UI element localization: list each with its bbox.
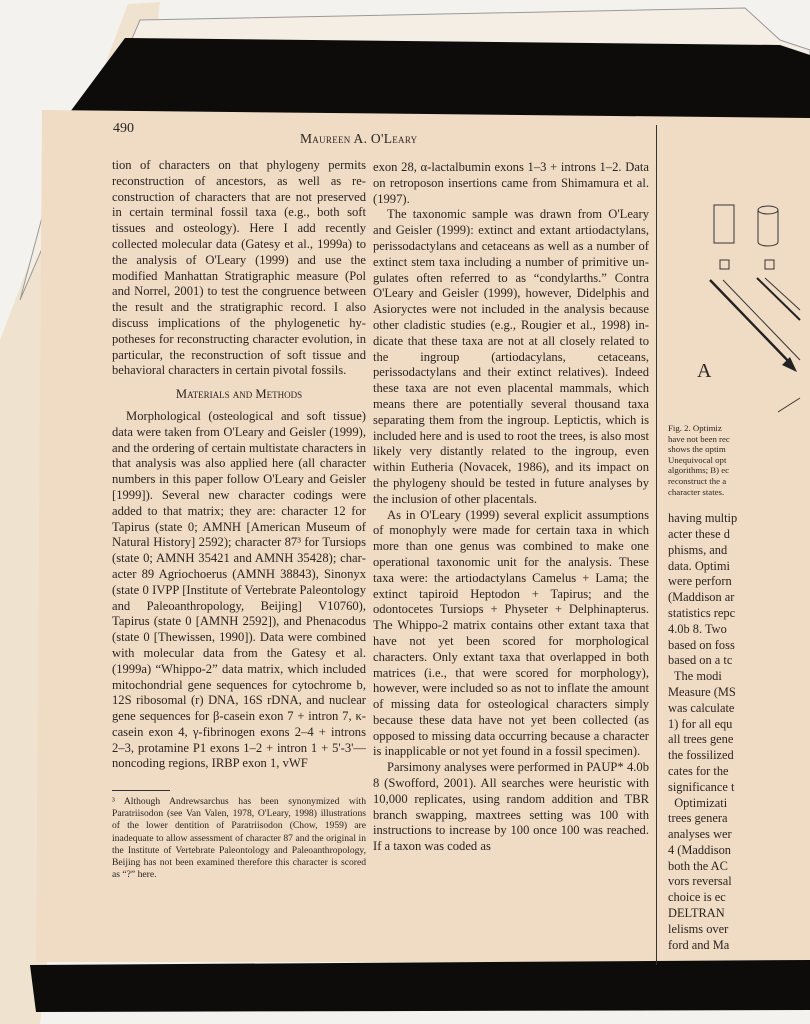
body-line: phisms, and bbox=[668, 542, 728, 557]
caption-line: reconstruct the a bbox=[668, 475, 727, 486]
body-line: vors reversal bbox=[668, 874, 732, 889]
paragraph: The taxonomic sample was drawn from O'Leary and Geisler (1999): extinct and extant artiodactylans, perissodactylans and cetaceans as well as a number of extinct stem taxa including a number of primitive ungulates often referred to as “condylarths.” Contra O'Leary and Geisler (1999), however, Didelphis and Asioryctes were not included in the analysis because other cladistic studies (e.g., Rougier et al., 1998) indicate that these taxa are not at all closely related to the ingroup (artiodacylans, cetaceans, perissodactylans and their extinct relatives). Indeed these taxa are not even placental mammals, which means there are potentially several thousand taxa separating them from the ingroup. Leptictis, which is included here and is used to root the trees, is also most likely very distantly related to the ingroup, even within Eutheria (Novacek, 1986), and its impact on the phylogeny should be tested in future analyses by the inclusion of other placentals. bbox=[373, 207, 649, 506]
caption-line: have not been rec bbox=[668, 433, 730, 444]
right-column bbox=[373, 160, 649, 855]
body-line: based on foss bbox=[668, 637, 735, 652]
body-line: cates for the bbox=[668, 763, 729, 778]
running-head: Maureen A. O'Leary bbox=[300, 131, 418, 146]
body-line: Optimizati bbox=[668, 795, 728, 810]
body-line: all trees gene bbox=[668, 732, 734, 747]
caption-line: character states. bbox=[668, 486, 725, 497]
section-heading: Materials and Methods bbox=[175, 387, 303, 402]
body-line: 4 (Maddison bbox=[668, 842, 731, 857]
body-line: were perforn bbox=[668, 574, 732, 589]
paragraph: Morphological (osteological and soft tissue) data were taken from O'Leary and Geisler (1999), and the ordering of certain multistate characters in that analysis was also applied here (all character numbers in this paper follow O'Leary and Geisler [1999]). Several new character codings were added to that matrix; they are: character 12 for Tapirus (state 0; AMNH [American Museum of Natural History] 2592); character 87³ for Tursiops (state 0; AMNH 35421 and AMNH 35428); character 89 Agriochoerus (AMNH 38843), Sinonyx (state 0 IVPP [Institute of Vertebrate Paleontology and Paleoanthropology, Beijing] V10760), Tapirus (state 0 [AMNH 2592]), and Phenacodus (state 0 [Thewissen, 1990]). Data were combined with molecular data from the Gatesy et al. (1999a) “Whippo-2” data matrix, which included mitochondrial gene sequences for cytochrome b, 12S ribosomal (r) DNA, 16S rDNA, and nuclear gene sequences for β-casein exon 7 + intron 7, κ-casein exon 4, γ-fibrinogen exons 2–4 + introns 2–3, protamine P1 exons 1–2 + intron 1 + 5'-3'—noncoding regions, IRBP exon 1, vWF bbox=[112, 408, 366, 771]
body-line: analyses wer bbox=[668, 827, 732, 842]
caption-line: algorithms; B) ec bbox=[668, 465, 730, 476]
body-line: was calculate bbox=[668, 700, 735, 715]
body-line: acter these d bbox=[668, 526, 730, 541]
paragraph: Parsimony analyses were performed in PAUP* 4.0b 8 (Swofford, 2001). All searches were heuristic with 10,000 replicates, using random addition and TBR branch swapping, maxtrees setting was 100 with instructions to increase by 100 once 100 was reached. If a taxon was coded as bbox=[373, 760, 649, 854]
body-line: The modi bbox=[668, 669, 722, 684]
caption-line: shows the optim bbox=[668, 444, 726, 455]
facing-page-body bbox=[668, 511, 810, 953]
body-line: 4.0b 8. Two bbox=[668, 621, 727, 636]
body-line: lelisms over bbox=[668, 921, 729, 936]
body-line: data. Optimi bbox=[668, 558, 730, 573]
body-line: significance t bbox=[668, 779, 735, 794]
page-gutter-line bbox=[656, 125, 657, 965]
body-line: trees genera bbox=[668, 811, 728, 826]
footnote: ³ Although Andrewsarchus has been synonymized with Paratriisodon (see Van Valen, 1978, O'Leary, 1998) illustrations of the lower dentition of Paratriisodon (Chow, 1959) are inadequate to allow assessment of character 87 and the original in the Institute of Vertebrate Paleontology and Paleoanthropology, Beijing has not been examined therefore this character is scored as “?” here. bbox=[112, 796, 366, 881]
facing-page-text bbox=[668, 185, 810, 952]
body-line: based on a tc bbox=[668, 653, 733, 668]
paragraph: As in O'Leary (1999) several explicit assumptions of monophyly were made for certain taxa in which more than one genus was combined to make one operational taxonomic unit for the analysis. These taxa were: the artiodactylans Camelus + Lama; the extinct tapiroid Heptodon + Tapirus; and the odontocetes Tursiops + Physeter + Delphinapterus. The Whippo-2 matrix contains other extant taxa that have not yet been scored for morphological characters. Only extant taxa that overlapped in both matrices (i.e., that were scored for morphology), however, were included so as not to inflate the amount of missing data for osteological characters simply because these data have not yet been collected (as opposed to missing data occurring because a character is inapplicable or not yet found in a fossil specimen). bbox=[373, 507, 649, 759]
top-black-band bbox=[70, 38, 810, 122]
body-line: ford and Ma bbox=[668, 937, 730, 952]
footnote-rule bbox=[112, 790, 170, 791]
caption-line: Fig. 2. Optimiz bbox=[668, 423, 722, 433]
figure-panel-label: A bbox=[697, 360, 712, 382]
body-line: choice is ec bbox=[668, 890, 726, 905]
page-number: 490 bbox=[113, 121, 134, 136]
body-line: both the AC bbox=[668, 858, 728, 873]
body-line: 1) for all equ bbox=[668, 716, 733, 731]
body-line: (Maddison ar bbox=[668, 590, 735, 605]
body-line: having multip bbox=[668, 511, 738, 526]
body-line: Measure (MS bbox=[668, 684, 736, 699]
body-line: statistics repc bbox=[668, 605, 736, 620]
left-column bbox=[112, 158, 366, 772]
body-line: the fossilized bbox=[668, 748, 734, 763]
body-line: DELTRAN bbox=[668, 906, 725, 921]
figure-caption bbox=[668, 423, 810, 497]
bottom-black-band bbox=[30, 960, 810, 1012]
paragraph: tion of characters on that phylogeny permits reconstruction of ancestors, as well as reconstruction of characters that are not preserved in certain terminal fossil taxa (e.g., both soft tissues and osteology). Here I add recently collected molecular data (Gatesy et al., 1999a) to the analysis of O'Leary (1999) and use the modified Manhattan Stratigraphic measure (Pol and Norrel, 2001) to test the congruence between the result and the stratigraphic record. I also discuss implications of the phylogenetic hypotheses for reconstructing character evolution, in particular, the reconstruction of soft tissue and behavioral characters in certain pivotal fossils. bbox=[112, 158, 366, 378]
caption-line: Unequivocal opt bbox=[668, 454, 727, 465]
paragraph: exon 28, α-lactalbumin exons 1–3 + introns 1–2. Data on retroposon insertions came from Shimamura et al. (1997). bbox=[373, 160, 649, 206]
